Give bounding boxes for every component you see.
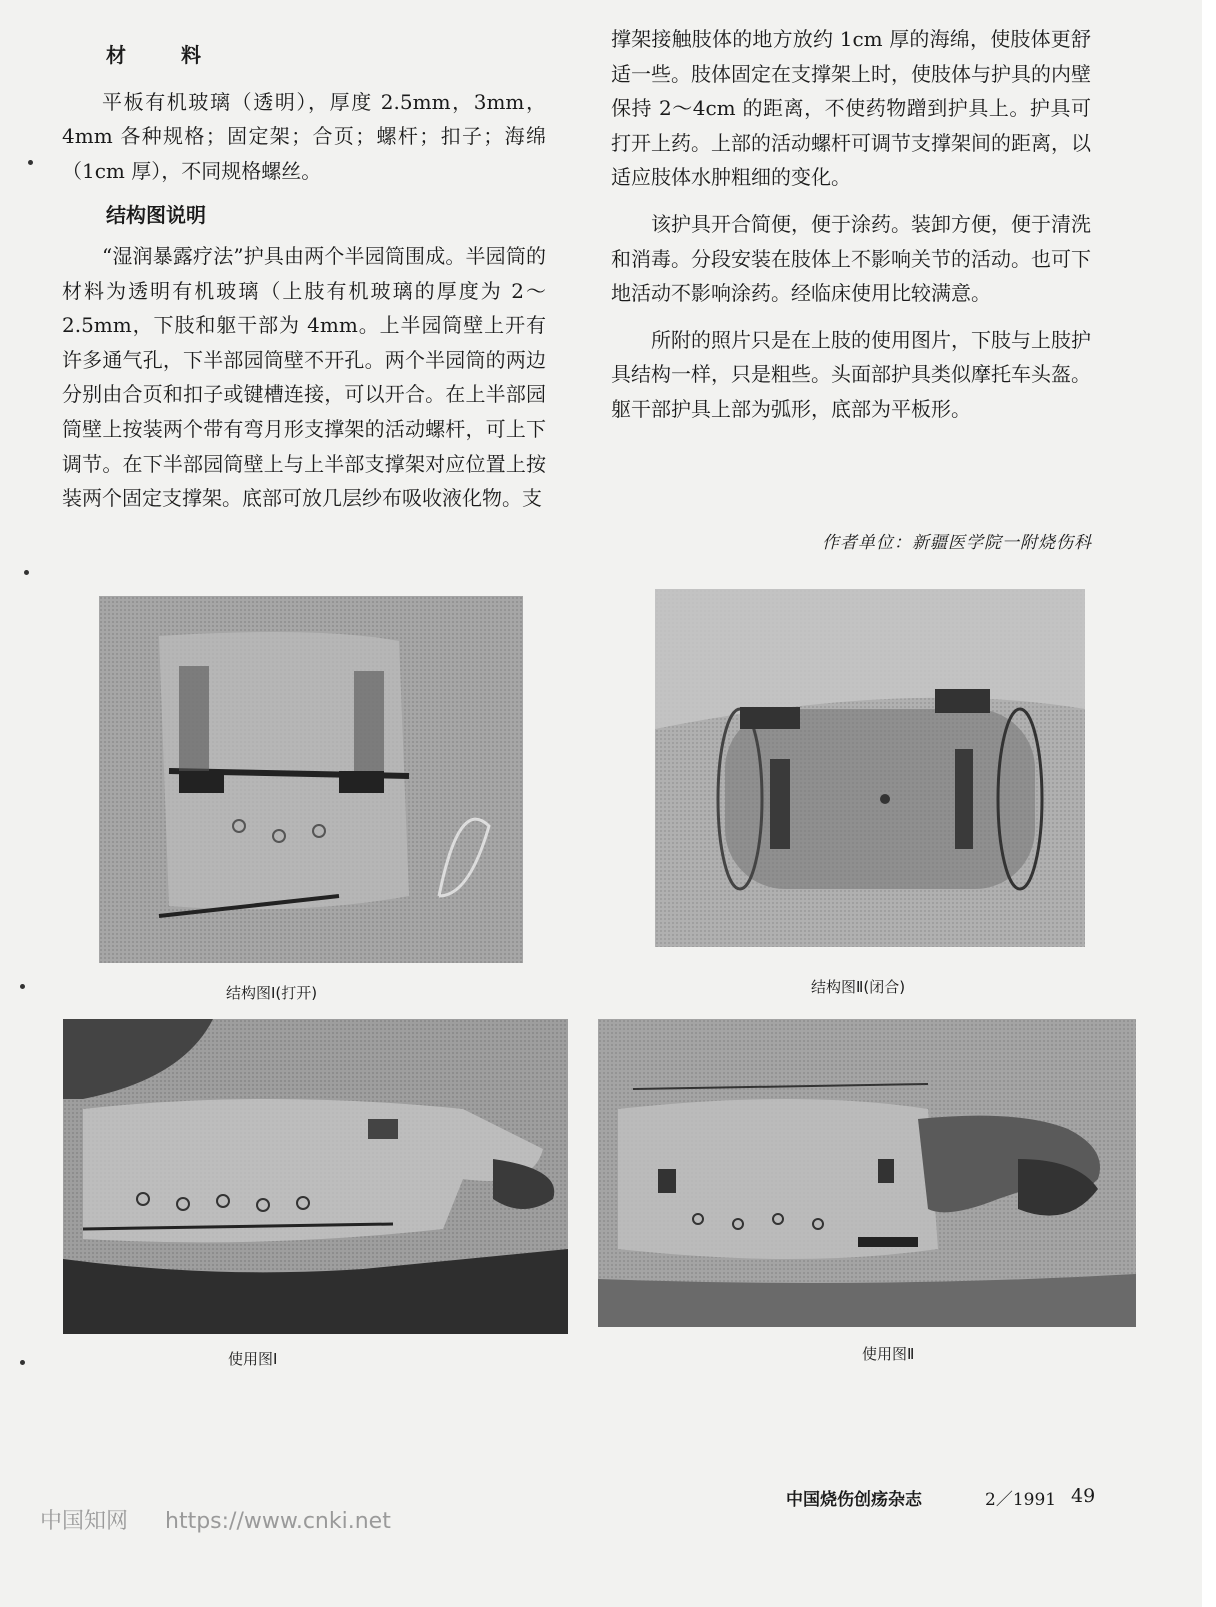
figure-2-caption: 结构图Ⅱ(闭合) — [811, 978, 906, 996]
left-column — [62, 38, 546, 516]
page-number: 49 — [1071, 1485, 1096, 1507]
right-column — [611, 22, 1091, 427]
watermark-site-name: 中国知网 — [40, 1509, 129, 1534]
cnki-watermark — [40, 1504, 391, 1535]
paragraph-3: 所附的照片只是在上肢的使用图片，下肢与上肢护具结构一样，只是粗些。头面部护具类似摩托车头盔。躯干部护具上部为弧形，底部为平板形。 — [611, 327, 1091, 421]
margin-speck — [20, 984, 25, 989]
figure-3-caption: 使用图Ⅰ — [228, 1350, 278, 1368]
issue-number: 2／1991 — [985, 1490, 1057, 1510]
figure-4-caption: 使用图Ⅱ — [862, 1345, 915, 1363]
author-affiliation: 作者单位：新疆医学院一附烧伤科 — [822, 533, 1092, 553]
figure-1-caption: 结构图Ⅰ(打开) — [226, 984, 318, 1002]
margin-speck — [20, 1360, 25, 1365]
figure-2-photo — [655, 589, 1085, 947]
continued-paragraph: 撑架接触肢体的地方放约 1cm 厚的海绵，使肢体更舒适一些。肢体固定在支撑架上时，使肢体与护具的内壁保持 2～4cm 的距离，不使药物蹭到护具上。护具可打开上药。上部的活动螺杆可调节支撑架间的距离，以适应肢体水肿粗细的变化。 — [611, 27, 1091, 190]
journal-name: 中国烧伤创疡杂志 — [786, 1490, 922, 1510]
margin-speck — [24, 570, 29, 575]
watermark-url: https://www.cnki.net — [165, 1509, 391, 1534]
materials-paragraph: 平板有机玻璃（透明），厚度 2.5mm，3mm，4mm 各种规格；固定架；合页；螺杆；扣子；海绵（1cm 厚），不同规格螺丝。 — [62, 89, 546, 183]
structure-paragraph: “湿润暴露疗法”护具由两个半园筒围成。半园筒的材料为透明有机玻璃（上肢有机玻璃的厚度为 2～2.5mm，下肢和躯干部为 4mm。上半园筒壁上开有许多通气孔，下半部园筒壁不开孔。两个半园筒的两边分别由合页和扣子或键槽连接，可以开合。在上半部园筒壁上按装两个带有弯月形支撑架的活动螺杆，可上下调节。在下半部园筒壁上与上半部支撑架对应位置上按装两个固定支撑架。底部可放几层纱布吸收液化物。支 — [62, 243, 546, 511]
margin-speck — [28, 160, 33, 165]
page-edge — [1202, 0, 1216, 1607]
heading-structure: 结构图说明 — [106, 203, 206, 228]
paragraph-2: 该护具开合简便，便于涂药。装卸方便，便于清洗和消毒。分段安装在肢体上不影响关节的活动。也可下地活动不影响涂药。经临床使用比较满意。 — [611, 211, 1091, 306]
figure-1-photo — [99, 596, 523, 963]
figure-4-photo — [598, 1019, 1136, 1327]
figure-3-photo — [63, 1019, 568, 1334]
heading-materials: 材 料 — [106, 43, 225, 67]
